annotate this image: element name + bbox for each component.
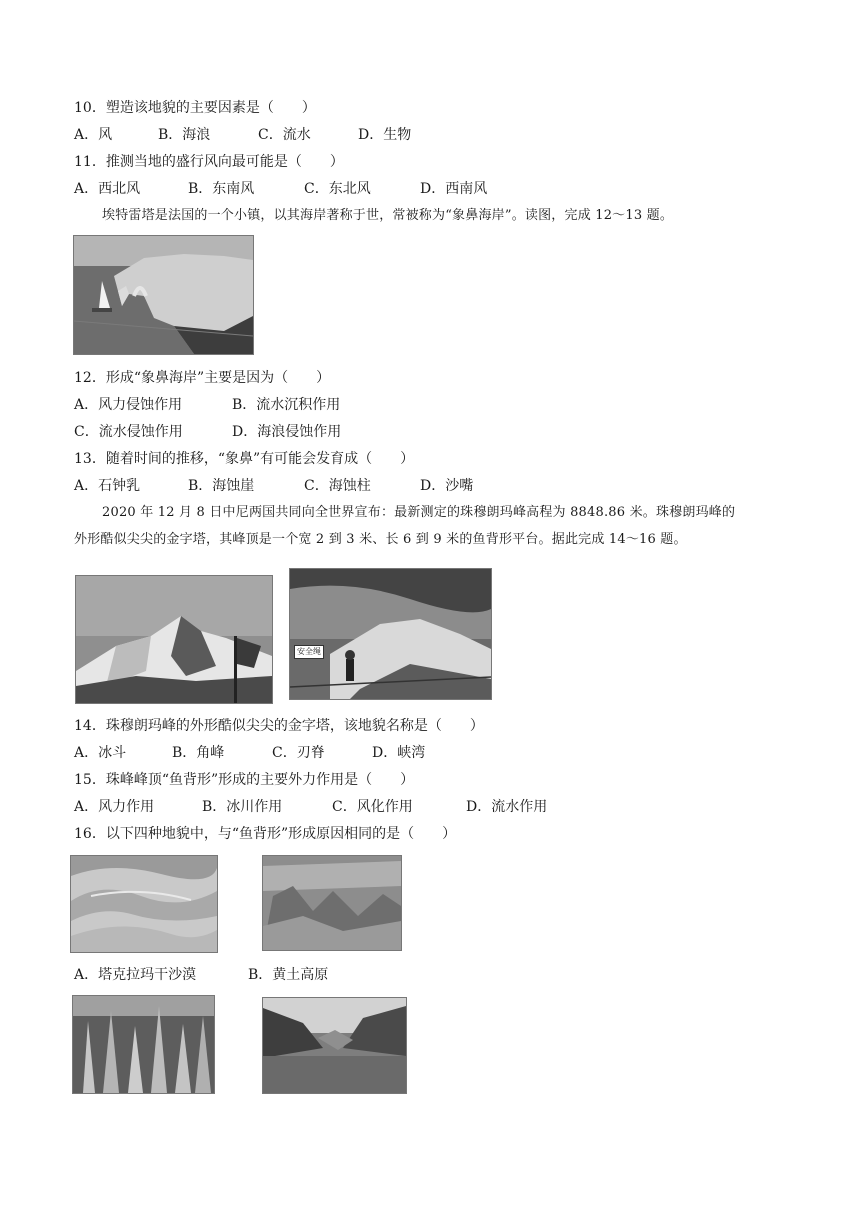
q12-option-b: B．流水沉积作用	[232, 397, 341, 413]
q14-option-a: A．冰斗	[74, 745, 127, 761]
photo-option-c-stone-forest	[72, 995, 215, 1094]
q11-option-a: A．西北风	[74, 181, 141, 197]
q13-option-a: A．石钟乳	[74, 478, 141, 494]
q15-option-d: D．流水作用	[466, 799, 548, 815]
q10-option-b: B．海浪	[158, 127, 211, 143]
q16-stem: 16．以下四种地貌中，与“鱼背形”形成原因相同的是（ ）	[74, 826, 457, 842]
q15-stem: 15．珠峰峰顶“鱼背形”形成的主要外力作用是（ ）	[74, 772, 415, 788]
q13-stem: 13．随着时间的推移，“象鼻”有可能会发育成（ ）	[74, 451, 415, 467]
q11-option-c: C．东北风	[304, 181, 371, 197]
passage-everest-line2: 外形酷似尖尖的金字塔，其峰顶是一个宽 2 到 3 米、长 6 到 9 米的鱼背形平台。据此完成 14～16 题。	[74, 532, 687, 547]
q13-option-b: B．海蚀崖	[188, 478, 255, 494]
q15-option-c: C．风化作用	[332, 799, 413, 815]
q14-option-b: B．角峰	[172, 745, 225, 761]
q11-option-d: D．西南风	[420, 181, 488, 197]
passage-everest-line1: 2020 年 12 月 8 日中尼两国共同向全世界宣布：最新测定的珠穆朗玛峰高程为 8848.86 米。珠穆朗玛峰的	[102, 505, 736, 520]
q10-option-d: D．生物	[358, 127, 412, 143]
q12-option-c: C．流水侵蚀作用	[74, 424, 183, 440]
q13-option-d: D．沙嘴	[420, 478, 474, 494]
q15-option-b: B．冰川作用	[202, 799, 283, 815]
q10-stem: 10．塑造该地貌的主要因素是（ ）	[74, 100, 316, 116]
q12-stem: 12．形成“象鼻海岸”主要是因为（ ）	[74, 370, 331, 386]
q16-caption-a: A．塔克拉玛干沙漠	[74, 967, 197, 983]
q14-option-d: D．峡湾	[372, 745, 426, 761]
photo-option-d-fjord	[262, 997, 407, 1094]
safety-rope-label: 安全绳	[294, 645, 324, 659]
q11-option-b: B．东南风	[188, 181, 255, 197]
q16-caption-b: B．黄土高原	[248, 967, 329, 983]
q14-option-c: C．刃脊	[272, 745, 325, 761]
q15-option-a: A．风力作用	[74, 799, 155, 815]
q11-stem: 11．推测当地的盛行风向最可能是（ ）	[74, 154, 344, 170]
photo-option-a-desert	[70, 855, 218, 953]
q12-option-d: D．海浪侵蚀作用	[232, 424, 342, 440]
q13-option-c: C．海蚀柱	[304, 478, 371, 494]
q10-option-c: C．流水	[258, 127, 311, 143]
photo-etretat-coast	[73, 235, 254, 355]
photo-everest-summit	[289, 568, 492, 700]
passage-etretat: 埃特雷塔是法国的一个小镇，以其海岸著称于世，常被称为“象鼻海岸”。读图，完成 12～13 题。	[102, 208, 674, 223]
q10-option-a: A．风	[74, 127, 113, 143]
photo-everest-peak	[75, 575, 273, 704]
q14-stem: 14．珠穆朗玛峰的外形酷似尖尖的金字塔，该地貌名称是（ ）	[74, 718, 484, 734]
photo-option-b-loess	[262, 855, 402, 951]
q12-option-a: A．风力侵蚀作用	[74, 397, 183, 413]
